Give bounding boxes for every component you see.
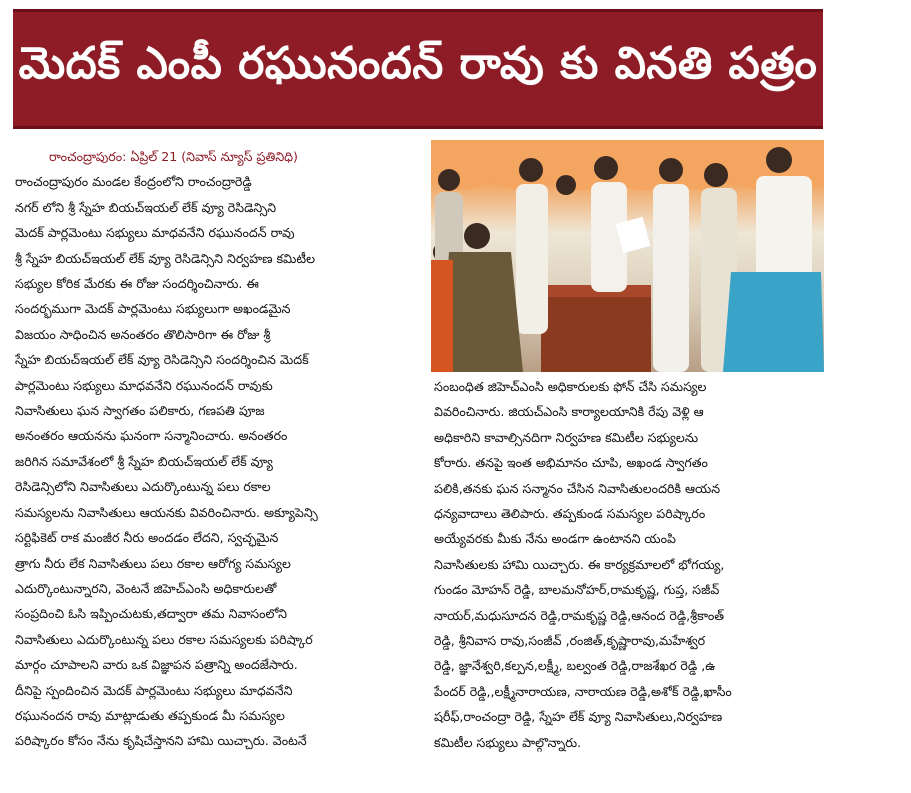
left-column-line: పరిష్కారం కోసం నేను కృషిచేస్తానని హామి యిచ్చారు. వెంటనే — [15, 733, 307, 749]
left-column-line: మెదక్ పార్లమెంటు సభ్యులు మాధవనేని రఘునందన్ రావు — [15, 225, 295, 241]
right-column-line: సంబంధిత జిహెచ్ఎంసి అధికారులకు ఫోన్ చేసి సమస్యల — [434, 379, 707, 394]
left-column-line: రెసిడెన్సిలోని నివాసితులు ఎదుర్కొంటున్న పలు రకాల — [15, 479, 271, 495]
left-column-line: మార్గం చూపాలని వారు ఒక విజ్ఞాపన పత్రాన్ని అందజేసారు. — [15, 657, 298, 673]
left-column-line: త్రాగు నీరు లేక నివాసితులు పలు రకాల ఆరోగ్య సమస్యల — [15, 555, 291, 571]
left-column-line: దీనిపై స్పందించిన మెదక్ పార్లమెంటు సభ్యులు మాధవనేని — [15, 682, 293, 698]
left-column-line: నివాసితులు ఘన స్వాగతం పలికారు, గణపతి పూజ — [15, 403, 265, 419]
right-column-line: ధన్యవాదాలు తెలిపారు. తప్పకుండ సమస్యల పరిష్కారం — [434, 506, 706, 522]
left-column-line: పార్లమెంటు సభ్యులు మాధవనేని రఘునందన్ రావుకు — [15, 377, 273, 393]
right-column-line: అధికారిని కావాల్సినదిగా నిర్వహణ కమిటీల సభ్యులను — [434, 429, 699, 445]
right-column-line: కమిటీల సభ్యులు పాల్గొన్నారు. — [434, 734, 582, 750]
right-column-line: పేందర్ రెడ్డి,,లక్ష్మీనారాయణ, నారాయణ రెడ్డి,అశోక్ రెడ్డి,ఖాసీం — [434, 683, 732, 699]
left-column-line: నివాసితులు ఎదుర్కొంటున్న పలు రకాల సమస్యలకు పరిష్కార — [15, 631, 313, 647]
left-column — [15, 144, 423, 754]
right-column — [434, 374, 824, 755]
left-column-line: సంప్రదించి ఓసి ఇప్పించుటకు,తద్వారా తమ నివాసంలోని — [15, 606, 287, 622]
headline-banner — [13, 9, 823, 129]
right-column-line: అయ్యేవరకు మీకు నేను అండగా ఉంటానని యంపి — [434, 531, 676, 547]
left-column-line: సర్టిఫికెట్ రాక మంజీర నీరు అందడం లేదని, స్వచ్ఛమైన — [15, 530, 279, 546]
left-column-line: నగర్ లోని శ్రీ స్నేహ బియచ్ఇయల్ లేక్ వ్యూ రెసిడెన్సిని — [15, 199, 277, 215]
right-column-line: నివాసితులకు హామి యిచ్చారు. ఈ కార్యక్రమాలలో భోగయ్య, — [434, 556, 725, 572]
left-column-line: విజయం సాధించిన అనంతరం తొలిసారిగా ఈ రోజు శ్రీ — [15, 326, 271, 342]
news-photo — [431, 140, 824, 372]
right-column-line: వివరించినారు. జియచ్ఎంసి కార్యాలయానికి రేపు వెళ్లి ఆ — [434, 404, 704, 420]
left-column-line: జరిగిన సమావేశంలో శ్రీ స్నేహ బియచ్ఇయల్ లేక్ వ్యూ — [15, 453, 273, 469]
left-column-line: సభ్యుల కోరిక మేరకు ఈ రోజు సందర్శించినారు. ఈ — [15, 276, 259, 292]
right-column-line: పలికి,తనకు ఘన సన్మానం చేసిన నివాసితులందరికి ఆయన — [434, 480, 721, 496]
right-column-line: షరీఫ్,రాంచంద్రా రెడ్డి, స్నేహ లేక్ వ్యూ నివాసితులు,నిర్వహణ — [434, 709, 723, 725]
right-column-line: నాయర్,మధుసూదన రెడ్డి,రామకృష్ణ రెడ్డి,ఆనంద రెడ్డి,శ్రీకాంత్ — [434, 607, 725, 623]
left-column-line: రఘునందన రావు మాట్లాడుతు తప్పకుండ మీ సమస్యల — [15, 707, 285, 723]
left-column-line: సందర్భముగా మెదక్ పార్లమెంటు సభ్యులుగా అఖండమైన — [15, 301, 291, 317]
headline: మెదక్ ఎంపీ రఘునందన్ రావు కు వినతి పత్రం — [18, 38, 818, 89]
right-column-line: రెడ్డి, శ్రీనివాస రావు,సంజీవ్ ,రంజిత్,కృష్ణారావు,మహేశ్వర — [434, 633, 706, 649]
left-column-line: సమస్యలను నివాసితులు ఆయనకు వివరించినారు. అక్యూపెన్సి — [15, 504, 318, 520]
right-column-line: రెడ్డి, జ్ఞానేశ్వరి,కల్పన,లక్ష్మీ, బల్వంత రెడ్డి,రాజశేఖర రెడ్డి ,ఉ — [434, 658, 716, 674]
right-column-line: గుండం మోహన్ రెడ్డి, బాలమనోహర్,రామకృష్ణ, గుప్త, సజీవ్ — [434, 582, 720, 598]
left-column-line: అనంతరం ఆయనను ఘనంగా సన్మానించారు. అనంతరం — [15, 428, 288, 444]
left-column-line: శ్రీ స్నేహ బియచ్ఇయల్ లేక్ వ్యూ రెసిడెన్సిని నిర్వహణ కమిటీల — [15, 250, 316, 266]
dateline: రాంచంద్రాపురం: ఏప్రిల్ 21 (నివాస్ న్యూస్ ప్రతినిధి) — [49, 149, 298, 164]
left-column-line: స్నేహ బియచ్ఇయల్ లేక్ వ్యూ రెసిడెన్సిని సందర్శించిన మెదక్ — [15, 352, 309, 368]
right-column-line: కోరారు. తనపై ఇంత అభిమానం చూపి, అఖండ స్వాగతం — [434, 455, 708, 471]
left-column-line: ఎదుర్కొంటున్నారని, వెంటనే జిహెచ్ఎంసి అధికారులతో — [15, 580, 277, 596]
photo-illustration — [431, 140, 824, 372]
left-column-line: రాంచంద్రాపురం మండల కేంద్రంలోని రాంచంద్రారెడ్డి — [15, 174, 252, 190]
